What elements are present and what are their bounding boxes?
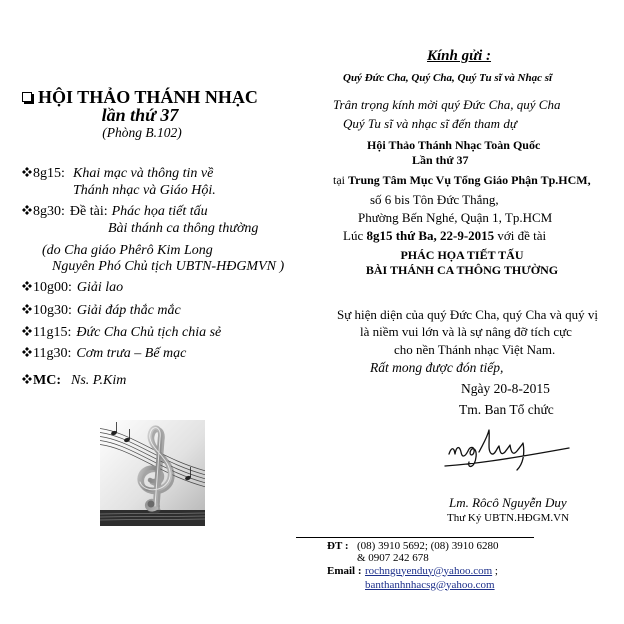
- agenda-time: 10g30:: [33, 303, 72, 318]
- mc-label: MC:: [33, 373, 61, 388]
- mc-row: [22, 373, 126, 389]
- on-behalf: Tm. Ban Tổ chức: [459, 402, 554, 417]
- agenda-item: [22, 303, 181, 319]
- closing-line: cho nền Thánh nhạc Việt Nam.: [394, 341, 556, 357]
- time-prefix: Lúc: [343, 227, 364, 243]
- email-link[interactable]: rochnguyenduy@yahoo.com: [365, 564, 493, 577]
- signer-name: Lm. Rôcô Nguyễn Duy: [449, 494, 567, 510]
- topic-line: PHÁC HỌA TIẾT TẤU: [400, 248, 524, 262]
- invite-line: Quý Tu sĩ và nhạc sĩ đến tham dự: [343, 115, 517, 131]
- email-row: [365, 565, 498, 578]
- treble-clef-image: [100, 420, 205, 526]
- time-suffix: với đề tài: [497, 227, 547, 243]
- diamond-bullet-icon: [22, 167, 32, 177]
- agenda-text: Phác họa tiết tấu: [111, 204, 208, 219]
- agenda-text: Khai mạc và thông tin về: [73, 166, 214, 181]
- address-line: số 6 bis Tôn Đức Thắng,: [370, 191, 499, 207]
- agenda-item: [22, 325, 221, 341]
- email-row: [365, 579, 495, 592]
- agenda-time: 10g00:: [33, 280, 72, 295]
- agenda-speaker-role: Nguyên Phó Chủ tịch UBTN-HĐGMVN ): [52, 259, 285, 274]
- agenda-time: 11g15:: [33, 325, 72, 340]
- issue-date: Ngày 20-8-2015: [461, 381, 550, 396]
- closing-line: Sự hiện diện của quý Đức Cha, quý Cha và quý vị: [337, 306, 599, 322]
- diamond-bullet-icon: [22, 281, 32, 291]
- program-room: (Phòng B.102): [102, 125, 182, 140]
- agenda-item: [22, 166, 213, 182]
- welcome-line: Rất mong được đón tiếp,: [370, 360, 504, 375]
- program-subtitle: lần thứ 37: [101, 104, 179, 125]
- phone-label: ĐT :: [327, 540, 349, 552]
- invite-line: Trân trọng kính mời quý Đức Cha, quý Cha: [333, 96, 561, 112]
- agenda-text-continued: Thánh nhạc và Giáo Hội.: [73, 183, 216, 198]
- venue-line: [333, 174, 591, 188]
- contact-divider: [296, 537, 534, 538]
- agenda-time: 8g30:: [33, 204, 65, 219]
- agenda-text: Giải đáp thắc mắc: [76, 303, 181, 318]
- email-separator: ;: [494, 564, 498, 577]
- topic-line: BÀI THÁNH CA THÔNG THƯỜNG: [365, 263, 559, 277]
- agenda-text-continued: Bài thánh ca thông thường: [108, 221, 259, 236]
- agenda-text: Cơm trưa – Bế mạc: [76, 346, 187, 361]
- agenda-topic-label: Đề tài:: [69, 204, 108, 219]
- venue-prefix: tại: [333, 173, 345, 187]
- recipients: Quý Đức Cha, Quý Cha, Quý Tu sĩ và Nhạc sĩ: [343, 72, 553, 84]
- agenda-item: [22, 280, 123, 296]
- diamond-bullet-icon: [22, 347, 32, 357]
- phone-mobile: & 0907 242 678: [357, 552, 429, 564]
- event-time: 8g15 thứ Ba, 22-9-2015: [366, 227, 495, 243]
- signer-title: Thư Ký UBTN.HĐGM.VN: [447, 511, 570, 524]
- agenda-speaker: (do Cha giáo Phêrô Kim Long: [42, 243, 213, 258]
- agenda-time: 11g30:: [33, 346, 72, 361]
- event-name: Hội Thảo Thánh Nhạc Toàn Quốc: [367, 138, 541, 152]
- time-line: [343, 229, 546, 244]
- diamond-bullet-icon: [22, 205, 32, 215]
- agenda-item: [22, 346, 186, 362]
- event-edition: Lần thứ 37: [412, 153, 469, 167]
- phone-numbers: (08) 3910 5692; (08) 3910 6280: [357, 540, 499, 552]
- venue: Trung Tâm Mục Vụ Tổng Giáo Phận Tp.HCM,: [348, 173, 591, 187]
- closing-line: là niềm vui lớn và là sự nâng đỡ tích cực: [360, 323, 572, 339]
- diamond-bullet-icon: [22, 304, 32, 314]
- email-link[interactable]: banthanhnhacsg@yahoo.com: [365, 578, 495, 591]
- agenda-text: Đức Cha Chủ tịch chia sẻ: [76, 325, 222, 340]
- signature: [443, 424, 573, 474]
- salutation: Kính gửi :: [427, 48, 492, 64]
- square-bullet-icon: [22, 92, 32, 102]
- address-line: Phường Bến Nghé, Quận 1, Tp.HCM: [358, 209, 553, 225]
- mc-name: Ns. P.Kim: [71, 373, 127, 388]
- diamond-bullet-icon: [22, 326, 32, 336]
- diamond-bullet-icon: [22, 374, 32, 384]
- agenda-time: 8g15:: [33, 166, 65, 181]
- agenda-item: [22, 204, 208, 220]
- program-title: HỘI THẢO THÁNH NHẠC: [38, 86, 258, 107]
- agenda-text: Giải lao: [76, 280, 124, 295]
- email-label: Email :: [327, 564, 362, 577]
